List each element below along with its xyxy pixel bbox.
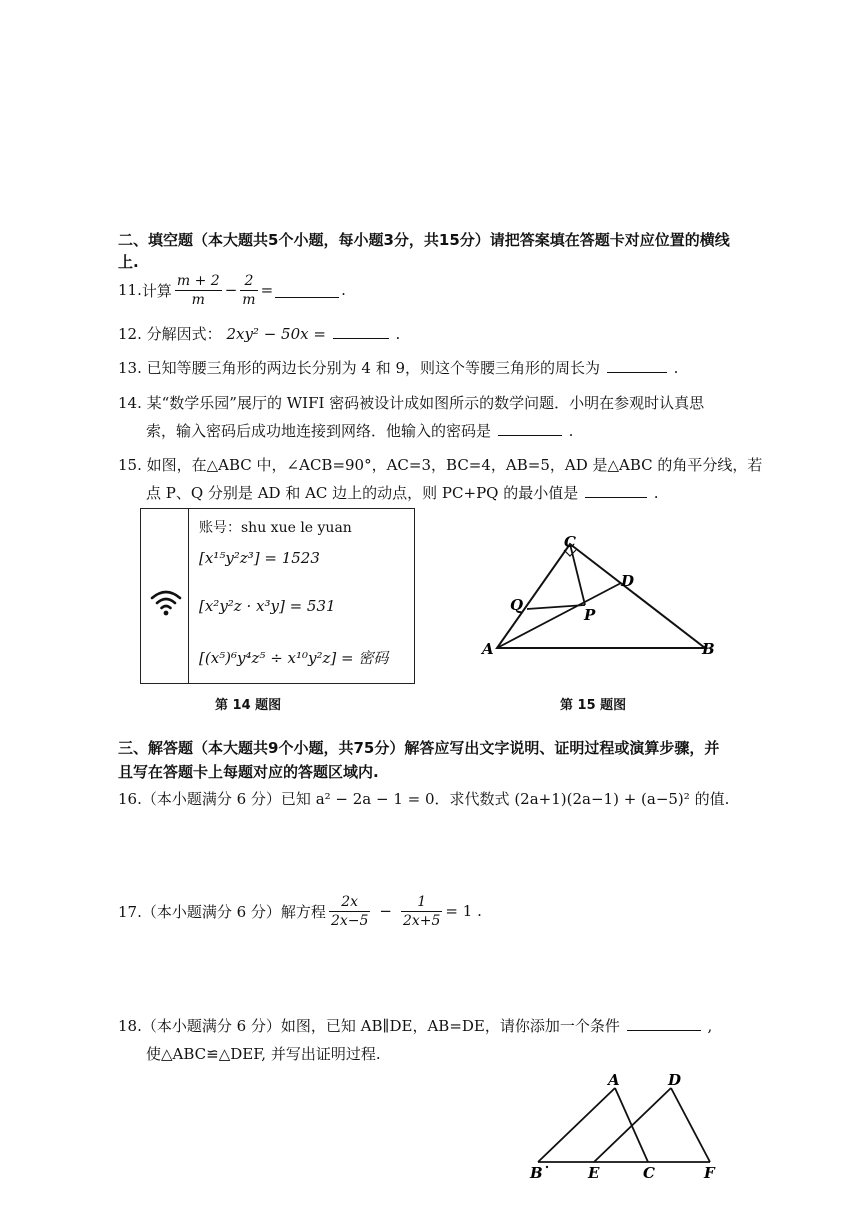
q11-minus: − [224, 281, 238, 299]
q13-end: . [673, 359, 679, 377]
q13-text: 13. 已知等腰三角形的两边长分别为 4 和 9，则这个等腰三角形的周长为 [118, 359, 601, 377]
section2-header: 二、填空题（本大题共5个小题，每小题3分，共15分）请把答案填在答题卡对应位置的横线 [118, 231, 730, 249]
q15-end: . [653, 484, 659, 502]
fig18-label-c: C [643, 1164, 655, 1182]
q13-answer-blank[interactable] [607, 358, 667, 373]
wifi-icon [149, 587, 183, 617]
fig18-label-f: F [704, 1164, 715, 1182]
q17-frac2-numerator: 1 [401, 893, 442, 912]
question-14-line-1: 14. 某“数学乐园”展厅的 WIFI 密码被设计成如图所示的数学问题．小明在参观时认真思 [118, 394, 705, 412]
section3-header: 三、解答题（本大题共9个小题，共75分）解答应写出文字说明、证明过程或演算步骤，并 [118, 739, 720, 757]
fig15-label-d: D [621, 572, 635, 590]
fig15-label-q: Q [510, 596, 524, 614]
question-14-line-2 [146, 420, 573, 441]
q11-frac2-numerator: 2 [240, 272, 257, 291]
figure-14-caption: 第 14 题图 [215, 698, 282, 713]
q18-answer-blank[interactable] [627, 1016, 701, 1031]
wifi-rule-3: [(x⁵)⁶y⁴z⁵ ÷ x¹⁰y²z] = 密码 [199, 649, 389, 667]
q17-text: 17.（本小题满分 6 分）解方程 [118, 902, 326, 921]
q11-fraction-2 [240, 272, 257, 309]
q14-answer-blank[interactable] [498, 421, 562, 436]
question-11 [118, 268, 346, 312]
figure-15-caption: 第 15 题图 [560, 698, 627, 713]
question-16: 16.（本小题满分 6 分）已知 a² − 2a − 1 = 0．求代数式 (2a+1)(2a−1) + (a−5)² 的值. [118, 790, 730, 808]
q12-number: 12. [118, 325, 142, 343]
q12-end: . [395, 325, 401, 343]
fig15-label-b: B [702, 640, 715, 658]
q14-text: 索，输入密码后成功地连接到网络．他输入的密码是 [146, 422, 492, 440]
q18-end: , [707, 1017, 713, 1035]
question-12 [118, 323, 400, 344]
question-18-line-2: 使△ABC≌△DEF, 并写出证明过程. [146, 1045, 381, 1063]
fig18-label-a: A [608, 1071, 620, 1089]
q11-end: . [341, 281, 346, 299]
fig15-label-p: P [584, 606, 596, 624]
q12-expression: 2xy² − 50x = [226, 325, 326, 343]
question-15-line-2 [146, 482, 659, 503]
q11-frac1-numerator: m + 2 [176, 272, 220, 289]
q11-text: 计算 [141, 281, 172, 300]
q17-equals: = 1 . [445, 902, 482, 920]
wifi-account: 账号：shu xue le yuan [199, 520, 352, 536]
q11-fraction-1 [175, 272, 222, 309]
q12-answer-blank[interactable] [333, 324, 389, 339]
q12-text: 分解因式： [146, 325, 222, 343]
fig18-label-e: E [588, 1164, 600, 1182]
wifi-rule-2: [x²y²z · x³y] = 531 [199, 597, 336, 615]
figure-15-triangle [470, 528, 730, 663]
figure-14-wifi-box [140, 508, 415, 684]
q17-frac1-numerator: 2x [329, 893, 370, 912]
section3-header-cont: 且写在答题卡上每题对应的答题区域内. [118, 763, 379, 781]
figure-18-triangles [520, 1068, 730, 1186]
question-18-line-1 [118, 1015, 712, 1036]
q11-frac2-denominator: m [242, 291, 256, 308]
q14-end: . [568, 422, 574, 440]
q11-frac1-denominator: m [191, 291, 205, 308]
fig18-label-b: B [530, 1164, 543, 1182]
q17-frac2-denominator: 2x+5 [402, 912, 441, 929]
q15-answer-blank[interactable] [585, 483, 647, 498]
q17-fraction-1 [329, 893, 370, 930]
q11-number: 11. [118, 281, 142, 299]
fig15-label-c: C [564, 533, 576, 551]
q17-minus: − [379, 902, 392, 920]
q15-text: 点 P、Q 分别是 AD 和 AC 边上的动点，则 PC+PQ 的最小值是 [146, 484, 579, 502]
section2-header-cont: 上. [118, 253, 139, 271]
q17-fraction-2 [401, 893, 442, 930]
wifi-rule-1: [x¹⁵y²z³] = 1523 [199, 549, 320, 567]
q17-frac1-denominator: 2x−5 [330, 912, 369, 929]
q11-answer-blank[interactable] [275, 283, 339, 298]
fig15-label-a: A [482, 640, 494, 658]
question-17 [118, 888, 482, 934]
q11-equals: = [260, 281, 274, 299]
question-15-line-1: 15. 如图，在△ABC 中，∠ACB=90°，AC=3，BC=4，AB=5，AD 是△ABC 的角平分线，若 [118, 456, 763, 474]
wifi-box-divider [188, 509, 189, 683]
fig18-label-d: D [668, 1071, 682, 1089]
q18-text: 18.（本小题满分 6 分）如图，已知 AB∥DE，AB=DE，请你添加一个条件 [118, 1017, 620, 1035]
question-13 [118, 357, 678, 378]
